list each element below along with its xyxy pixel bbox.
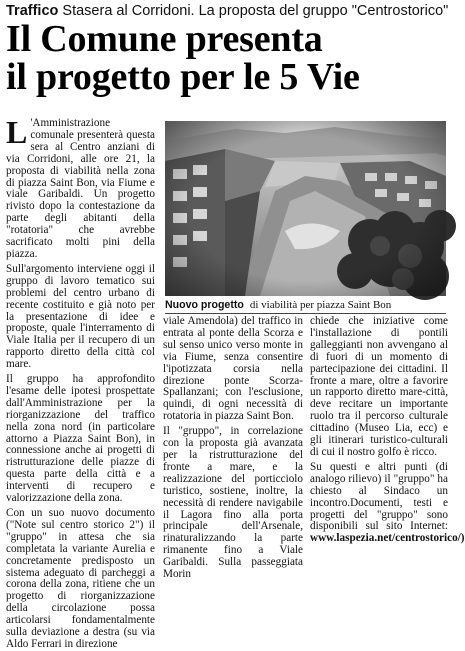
caption-text: di viabilità per piazza Saint Bon [249, 299, 392, 311]
paragraph [310, 460, 465, 545]
paragraph-text: Su questi e altri punti (di analogo rilievo) il "gruppo" ha chiesto al Sindaco un incontro.Documenti, testi e progetti del "gruppo" sono disponibili sul sito Internet: [310, 460, 448, 533]
article-column-1 [6, 114, 155, 650]
headline-line-2: il progetto per le 5 Vie [6, 56, 360, 98]
paragraph: viale Amendola) del traffico in entrata al ponte della Scorza e sul senso unico verso monte in via Fiume, senza consentire l'ipotizzata corsia nella direzione ponte Scorza-Spallanzani; con l'esclusione, quindi, di ogni necessità di rotatoria in piazza Saint Bon. [163, 315, 303, 423]
paragraph: Il gruppo ha approfondito l'esame delle ipotesi prospettate dall'Amministrazione per la riorganizzazione del traffico nella zona nord (in particolare attorno a Piazza Saint Bon), in connessione anche ai progetti di ristrutturazione delle piazze di questa parte della città e a interventi di recupero e valorizzazione della zona. [6, 373, 155, 505]
paragraph: Sull'argomento interviene oggi il gruppo di lavoro tematico sui problemi del centro urbano di recente costituito e già noto per la presentazione di idee e proposte, quale l'interramento di Viale Italia per il recupero di un rapporto diretto della città col mare. [6, 262, 155, 371]
paragraph: Con un suo nuovo documento ("Note sul centro storico 2") il "gruppo" in attesa che sia completata la variante Aurelia e concretamente predisposto un sistema adeguato di parcheggi a corona della zona, ritiene che un progetto di riorganizzazione della circolazione possa articolarsi fondamentalmente sulla deviazione a destra (su via Aldo Ferrari in direzione [6, 507, 155, 650]
article-column-2 [163, 315, 303, 581]
kicker-text: Stasera al Corridoni. La proposta del gruppo "Centrostorico" [62, 3, 449, 19]
aerial-photo-image [165, 121, 446, 296]
paragraph: chiede che iniziative come l'installazione di pontili galleggianti non avvengano al di fuori di un momento di partecipazione dei cittadini. Il fronte a mare, oltre a favorire un rapporto diretto mare-città, deve recitare un importante ruolo tra il percorso culturale cittadino (Museo Lia, ecc) e gli itinerari turistico-culturali di cui il nostro golfo è ricco. [310, 315, 448, 458]
headline-line-1: Il Comune presenta [6, 18, 323, 60]
caption-lead: Nuovo progetto [165, 299, 244, 311]
paragraph: Il "gruppo", in correlazione con la proposta già avanzata per la ristrutturazione del fronte a mare, e la realizzazione del porticciolo turistico, sostiene, inoltre, la necessità di rendere navigabile il Lagora fino alla porta principale dell'Arsenale, rinaturalizzando la parte rimanente fino a Viale Garibaldi. Sulla passeggiata Morin [163, 425, 303, 581]
article-column-3 [310, 315, 465, 545]
kicker-tag: Traffico [6, 3, 59, 19]
paragraph-text: 'Amministrazione comunale presenterà questa sera al Centro anziani di via Corridoni, alle ore 21, la proposta di viabilità nella zona di piazza Saint Bon, via Fiume e viale Garibaldi. Un progetto rivisto dopo la contestazione da parte degli abitanti della "rotatoria" che avrebbe sacrificato molti pini della piazza. [6, 117, 155, 260]
website-link[interactable]: www.laspezia.net/centrostorico/) [310, 532, 465, 545]
paragraph [6, 114, 155, 261]
article-headline [6, 20, 446, 96]
caption-rule [165, 313, 446, 314]
drop-cap: L [6, 114, 28, 150]
aerial-photo-piazza-saint-bon [165, 121, 446, 296]
photo-caption [165, 298, 446, 312]
